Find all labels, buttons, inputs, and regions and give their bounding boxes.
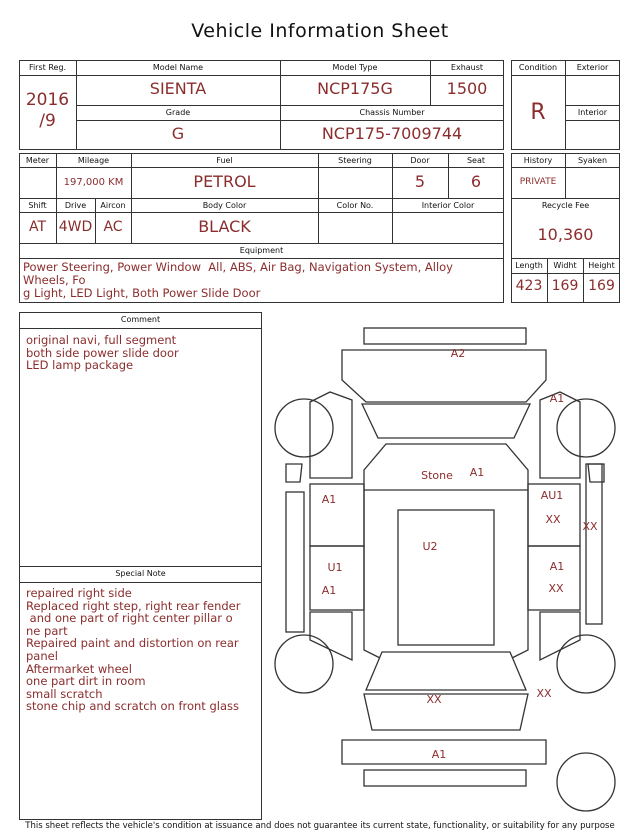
height-label: Height xyxy=(588,261,615,270)
door-value: 5 xyxy=(414,172,426,191)
drive-label: Drive xyxy=(64,201,87,210)
mark-xx-right-outer: XX xyxy=(582,520,598,533)
mark-u2-center: U2 xyxy=(422,540,438,553)
mark-stone: Stone xyxy=(421,469,453,482)
hood xyxy=(362,404,530,438)
model-type-value: NCP175G xyxy=(317,79,393,98)
length-value: 423 xyxy=(515,278,543,294)
aircon-value: AC xyxy=(103,219,123,235)
mark-xx-right-door: XX xyxy=(545,513,561,526)
chassis-value: NCP175-7009744 xyxy=(321,124,463,143)
left-rear-door xyxy=(310,546,364,610)
front-bumper xyxy=(342,350,546,402)
mark-a1-rear-bumper: A1 xyxy=(431,748,447,761)
model-type-label: Model Type xyxy=(332,63,378,72)
wheel-front-right xyxy=(557,399,615,457)
exterior-label: Exterior xyxy=(576,63,609,72)
equipment-value: Power Steering, Power Window All, ABS, Air Bag, Navigation System, Alloy Wheels, Fo g Light, LED Light, Both Power Slide Door xyxy=(23,260,453,300)
left-front-door xyxy=(310,484,364,546)
condition-value: R xyxy=(530,100,546,125)
mark-au1-right: AU1 xyxy=(540,489,564,502)
roof xyxy=(398,510,494,645)
right-step xyxy=(586,464,602,624)
seat-value: 6 xyxy=(470,172,482,191)
wheel-rear-right xyxy=(557,635,615,693)
grade-label: Grade xyxy=(165,108,191,117)
width-value: 169 xyxy=(551,278,579,294)
right-rear-door xyxy=(528,546,580,610)
footer-disclaimer: This sheet reflects the vehicle's condition at issuance and does not guarantee its current state, functionality, or suitability for any purpose xyxy=(25,821,615,831)
height-value: 169 xyxy=(588,278,615,294)
windshield xyxy=(364,444,528,490)
body-color-label: Body Color xyxy=(202,201,247,210)
mark-a1-front-right: A1 xyxy=(549,392,565,405)
shift-value: AT xyxy=(28,219,47,235)
special-note-text: repaired right side Replaced right step, right rear fender and one part of right center pillar o ne part Repaired paint and distortion on rear panel Aftermarket wheel one part dirt in room small scratch stone chip and scratch on front glass xyxy=(26,586,241,714)
front-bumper-top xyxy=(364,328,526,344)
rear-bumper-lower xyxy=(364,770,526,786)
length-label: Length xyxy=(515,261,543,270)
mark-a1-left-rear: A1 xyxy=(321,584,337,597)
mark-a1-glass: A1 xyxy=(469,466,485,479)
meter-label: Meter xyxy=(25,156,50,165)
mark-xx-rear-right: XX xyxy=(536,687,552,700)
page-title: Vehicle Information Sheet xyxy=(191,20,449,42)
mark-a2-top: A2 xyxy=(450,347,466,360)
spare-wheel xyxy=(557,753,615,811)
syaken-label: Syaken xyxy=(577,156,608,165)
fuel-label: Fuel xyxy=(216,156,233,165)
seat-label: Seat xyxy=(466,156,486,165)
body-color-value: BLACK xyxy=(198,217,251,236)
history-label: History xyxy=(523,156,553,165)
first-reg-value: 2016 /9 xyxy=(25,90,70,131)
mileage-value: 197,000 KM xyxy=(63,177,124,188)
car-damage-diagram xyxy=(266,318,620,818)
mark-xx-tail: XX xyxy=(426,693,442,706)
comment-label: Comment xyxy=(120,315,161,324)
model-name-value: SIENTA xyxy=(149,79,207,98)
mark-a1-right-rear: A1 xyxy=(549,560,565,573)
model-name-label: Model Name xyxy=(152,63,204,72)
tailgate xyxy=(364,694,528,730)
mark-xx-right-rear: XX xyxy=(548,582,564,595)
interior-color-label: Interior Color xyxy=(421,201,475,210)
recycle-fee-label: Recycle Fee xyxy=(541,201,590,210)
condition-label: Condition xyxy=(518,63,558,72)
interior-label: Interior xyxy=(577,108,608,117)
left-front-fender xyxy=(310,392,352,478)
left-step xyxy=(286,492,304,632)
wheel-front-left xyxy=(275,399,333,457)
steering-label: Steering xyxy=(338,156,372,165)
fuel-value: PETROL xyxy=(193,172,256,191)
drive-value: 4WD xyxy=(58,219,93,235)
mileage-label: Mileage xyxy=(77,156,110,165)
door-label: Door xyxy=(410,156,430,165)
aircon-label: Aircon xyxy=(100,201,126,210)
color-no-label: Color No. xyxy=(336,201,374,210)
chassis-label: Chassis Number xyxy=(359,108,425,117)
shift-label: Shift xyxy=(28,201,47,210)
mark-u1-left: U1 xyxy=(327,561,343,574)
wheel-rear-left xyxy=(275,635,333,693)
right-rear-fender xyxy=(540,612,580,660)
exhaust-label: Exhaust xyxy=(450,63,484,72)
recycle-fee-value: 10,360 xyxy=(537,225,594,244)
rear-window xyxy=(366,652,526,690)
equipment-label: Equipment xyxy=(239,246,284,255)
mark-a1-left-front: A1 xyxy=(321,493,337,506)
width-label: Widht xyxy=(553,261,577,270)
history-value: PRIVATE xyxy=(519,177,557,187)
grade-value: G xyxy=(171,124,185,143)
comment-text: original navi, full segment both side power slide door LED lamp package xyxy=(26,333,179,373)
exhaust-value: 1500 xyxy=(446,79,488,98)
special-note-label: Special Note xyxy=(115,569,166,578)
first-reg-label: First Reg. xyxy=(28,63,67,72)
